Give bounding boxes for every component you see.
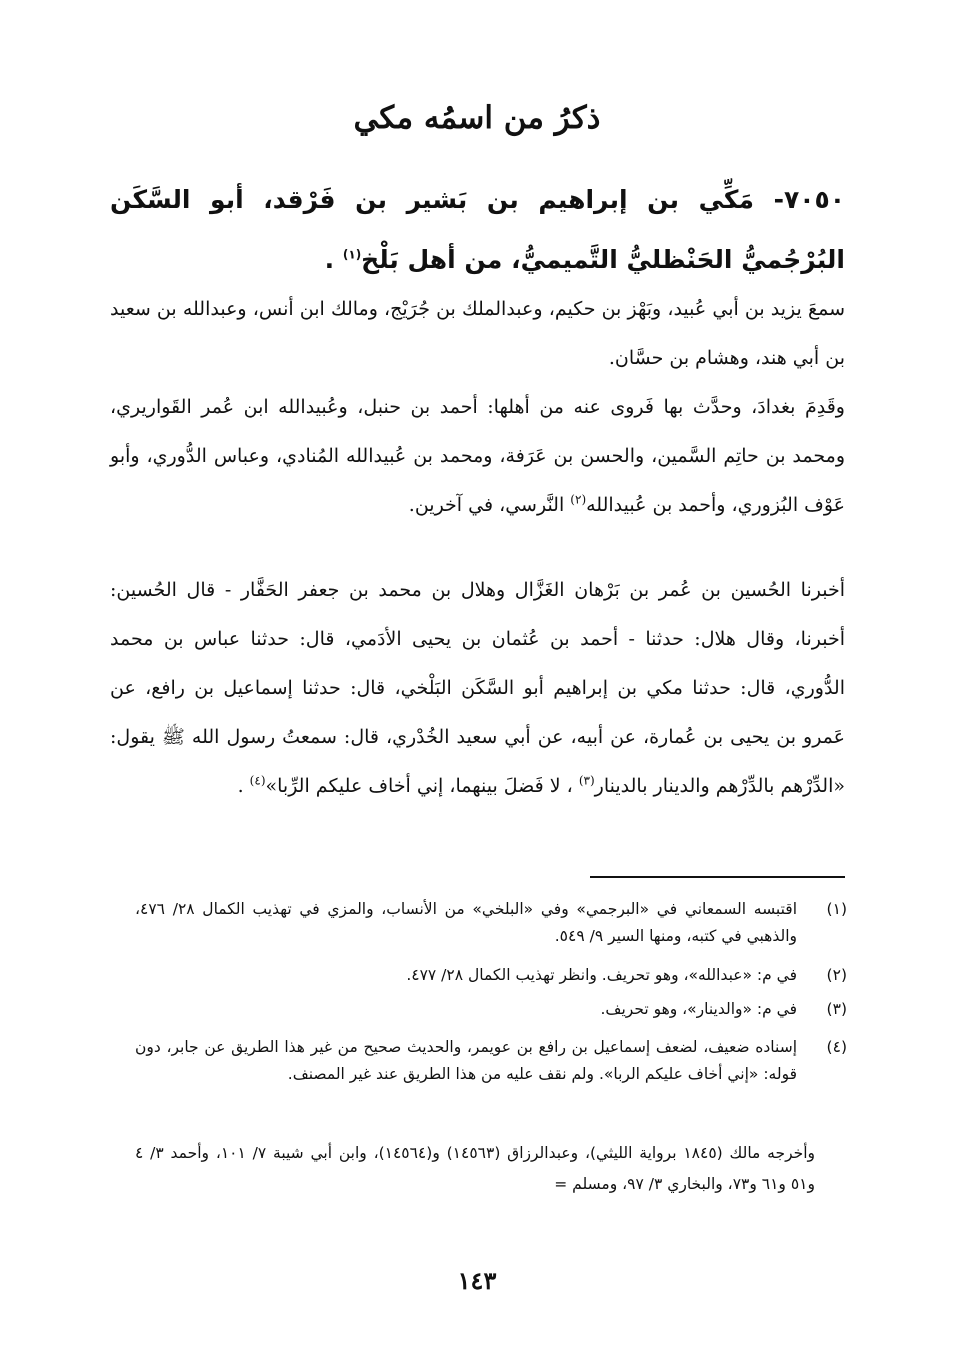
paragraph-students (110, 383, 845, 530)
paragraph-hadith-end: . (237, 775, 250, 797)
footnote-text: في م: «عبدالله»، وهو تحريف. وانظر تهذيب الكمال ٢٨/ ٤٧٧. (406, 966, 797, 984)
footnote-number: (٢) (826, 966, 847, 984)
paragraph-hadith (110, 566, 845, 811)
footnote-2 (135, 962, 847, 989)
paragraph-teachers: سمعَ يزيد بن أبي عُبيد، وبَهْز بن حكيم، وعبدالملك بن جُرَيْج، ومالك ابن أنس، وعبدالله بن سعيد بن أبي هند، وهشام بن حسَّان. (110, 298, 845, 369)
footnote-number: (٤) (826, 1038, 847, 1056)
page-number: ١٤٣ (457, 1266, 497, 1295)
footnote-number: (٣) (826, 1000, 847, 1018)
footnote-number: (١) (826, 900, 847, 918)
entry-heading-text: ٧٠٥٠- مَكِّي بن إبراهيم بن بَشير بن فَرْقد، أبو السَّكَن البُرْجُميُّ الحَنْظليُّ التَّميميُّ، من أهل بَلْخ (110, 185, 845, 274)
footnote-4-continuation: وأخرجه مالك (١٨٤٥ برواية الليثي)، وعبدالرزاق (١٤٥٦٣) و(١٤٥٦٤)، وابن أبي شيبة ٧/ ١٠١، وأحمد ٣/ ٤ و٥١ و٦١ و٧٣، والبخاري ٣/ ٩٧، ومسلم = (135, 1144, 815, 1193)
footnote-ref-1: (١) (342, 247, 362, 262)
footnote-3 (135, 996, 847, 1023)
paragraph-hadith-middle: ، لا فَضلَ بينهما، إني أخاف عليكم الرِّبا» (265, 775, 579, 797)
footnote-1 (135, 896, 847, 950)
entry-heading (110, 170, 845, 290)
paragraph-students-text: وقَدِمَ بغدادَ، وحدَّث بها فَروى عنه من أهلها: أحمد بن حنبل، وعُبيدالله ابن عُمر القَواريري، ومحمد بن حاتِم السَّمين، والحسن بن عَرَفة، ومحمد بن عُبيدالله المُنادي، وعباس الدُّوري، وأبو عَوْف البُزوري، وأحمد بن عُبيدالله (110, 396, 845, 516)
entry-heading-end: . (324, 245, 343, 274)
footnote-ref-2: (٢) (570, 492, 587, 507)
footnote-text: إسناده ضعيف، لضعف إسماعيل بن رافع بن عويمر، والحديث صحيح من غير هذا الطريق عن جابر، دون قوله: «إني أخاف عليكم الربا». ولم نقف عليه من هذا الطريق عند غير المصنف. (135, 1038, 797, 1083)
footnote-ref-4: (٤) (249, 773, 266, 788)
footnote-text: اقتبسه السمعاني في «البرجمي» وفي «البلخي» من الأنساب، والمزي في تهذيب الكمال ٢٨/ ٤٧٦، والذهبي في كتبه، ومنها السير ٩/ ٥٤٩. (135, 900, 797, 945)
footnote-separator (590, 876, 845, 878)
page-title: ذكرُ من اسمُه مكي (353, 100, 601, 136)
paragraph-students-end: النَّرسي، في آخرين. (408, 494, 571, 516)
paragraph-hadith-text: أخبرنا الحُسين بن عُمر بن بَرْهان الغَزَّال وهلال بن محمد بن جعفر الحَفَّار - قال الحُسين: أخبرنا، وقال هلال: حدثنا - أحمد بن عُثمان بن يحيى الأدَمي، قال: حدثنا عباس بن محمد الدُّوري، قال: حدثنا مكي بن إبراهيم أبو السَّكَن البَلْخي، قال: حدثنا إسماعيل بن رافع، عن عَمرو بن يحيى بن عُمارة، عن أبيه، عن أبي سعيد الخُدْري، قال: سمعتُ رسول الله ﷺ يقول: «الدِّرْهم بالدِّرْهم والدينار بالدينار (110, 579, 845, 797)
footnote-ref-3: (٣) (578, 773, 595, 788)
footnote-4 (135, 1034, 847, 1088)
footnote-text: في م: «والدينار»، وهو تحريف. (600, 1000, 797, 1018)
